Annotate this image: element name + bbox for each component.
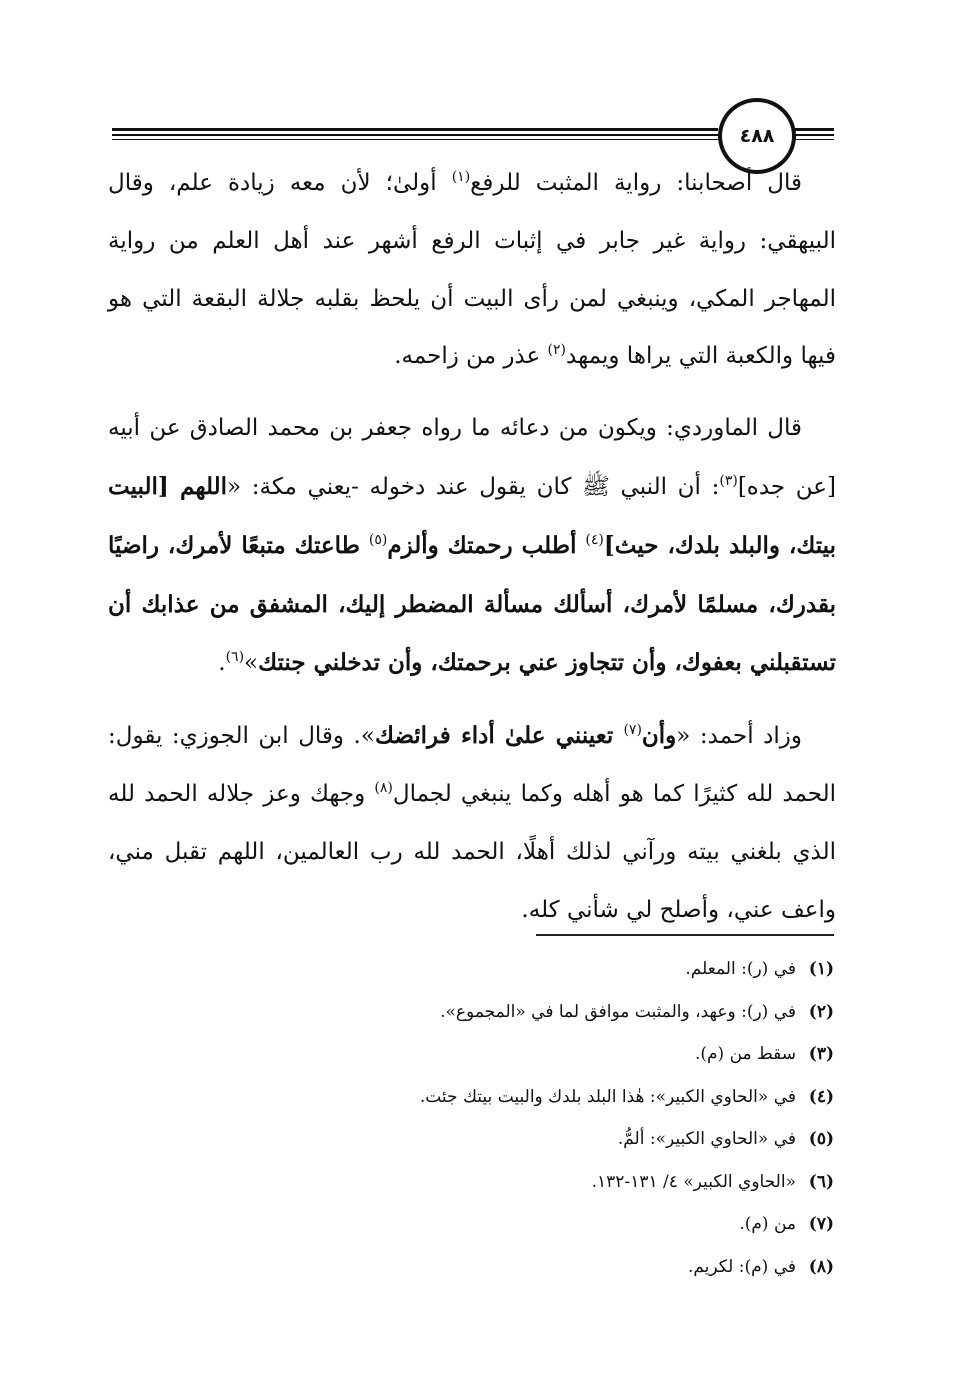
- paragraph-text: وجهك وعز جلاله الحمد لله الذي بلغني بيته ورآني لذلك أهلًا، الحمد لله رب العالمين، اللهم تقبل مني، واعف عني، وأصلح لي شأني كله.: [108, 780, 836, 923]
- paragraph-text: »: [244, 650, 259, 677]
- page-number: ٤٨٨: [739, 125, 775, 147]
- footnote: [290, 1076, 834, 1119]
- footnote-reference: (١): [451, 169, 471, 185]
- header-rule: [792, 134, 834, 136]
- prayer-text: طاعتك متبعًا لأمرك، راضيًا بقدرك، مسلمًا لأمرك، أسألك مسألة المضطر إليك، المشفق من عذابك أن تستقبلني بعفوك، وأن تتجاوز عني برحمتك، وأن تدخلني جنتك: [108, 531, 836, 677]
- footnote-number: (٥): [808, 1129, 834, 1149]
- footnote: [290, 1161, 834, 1204]
- footnote-reference: (٧): [623, 722, 642, 739]
- paragraph: [108, 155, 836, 386]
- footnote: [290, 1033, 834, 1076]
- footnote: [290, 948, 834, 991]
- header-rule: [792, 128, 834, 131]
- footnote-text: من (م).: [739, 1214, 796, 1234]
- footnote-reference: (٤): [585, 531, 604, 548]
- footnote: [290, 1118, 834, 1161]
- footnote-number: (٣): [808, 1044, 834, 1064]
- footnote-text: في (م): لكريم.: [687, 1256, 796, 1277]
- paragraph-text: : أن النبي ﷺ كان يقول عند دخوله -يعني مكة: «: [227, 473, 720, 500]
- footnote-reference: (٢): [547, 342, 567, 359]
- paragraph: [108, 400, 836, 693]
- footnote-reference: (٥): [368, 531, 388, 548]
- prayer-text: أطلب رحمتك وألزم: [387, 531, 586, 559]
- paragraph: [108, 707, 836, 939]
- footnote-reference: (٨): [374, 779, 393, 796]
- footnote: [290, 1203, 834, 1246]
- footnote-number: (٧): [808, 1214, 834, 1234]
- footnote-number: (٨): [808, 1256, 834, 1277]
- header-rule: [112, 134, 718, 136]
- header-rule: [112, 128, 718, 131]
- footnote-number: (٦): [808, 1171, 834, 1192]
- footnote-number: (١): [808, 959, 834, 979]
- footnote-text: في (ر): المعلم.: [685, 959, 796, 979]
- footnote-text: في (ر): وعهد، والمثبت موافق لما في «المجموع».: [440, 1001, 796, 1022]
- paragraph-text: .: [218, 650, 226, 677]
- paragraph-text: قال الماوردي: ويكون من دعائه ما رواه جعفر بن محمد الصادق عن أبيه [عن جده]: [108, 415, 836, 500]
- footnote: [290, 1246, 834, 1289]
- paragraph-text: قال أصحابنا: رواية المثبت للرفع: [470, 170, 802, 196]
- prayer-text: تعينني علىٰ أداء فرائضك: [374, 722, 624, 750]
- prayer-text: اللهم [البيت بيتك، والبلد بلدك، حيث]: [108, 472, 836, 559]
- paragraph-text: وزاد أحمد: «: [676, 723, 802, 750]
- footnote-reference: (٦): [225, 649, 245, 666]
- footnote-number: (٤): [808, 1086, 834, 1107]
- footnote-text: «الحاوي الكبير» ٤/ ١٣١-١٣٢.: [591, 1171, 796, 1192]
- header-rule: [792, 139, 834, 140]
- footnotes: [290, 948, 834, 1288]
- footnote-text: في «الحاوي الكبير»: ألمُّ.: [617, 1129, 796, 1149]
- footnote-reference: (٣): [719, 472, 738, 489]
- footnote-number: (٢): [808, 1001, 834, 1022]
- paragraph-text: ». وقال ابن الجوزي: يقول: الحمد لله كثيرًا كما هو أهله وكما ينبغي لجمال: [108, 723, 837, 807]
- footnote-text: في «الحاوي الكبير»: هٰذا البلد بلدك والبيت بيتك جئت.: [419, 1086, 796, 1107]
- footnote-text: سقط من (م).: [694, 1044, 796, 1064]
- main-text: [108, 155, 836, 939]
- footnote: [290, 991, 834, 1034]
- paragraph-text: عذر من زاحمه.: [394, 343, 548, 370]
- prayer-text: وأن: [641, 722, 677, 750]
- paragraph-text: أولىٰ؛ لأن معه زيادة علم، وقال البيهقي: رواية غير جابر في إثبات الرفع أشهر عند أهل العلم من رواية المهاجر المكي، وينبغي لمن رأى البيت أن يلحظ بقلبه جلالة البقعة التي هو فيها والكعبة التي يراها ويمهد: [108, 170, 836, 370]
- footnote-separator: [536, 934, 834, 936]
- header-rule: [112, 139, 718, 140]
